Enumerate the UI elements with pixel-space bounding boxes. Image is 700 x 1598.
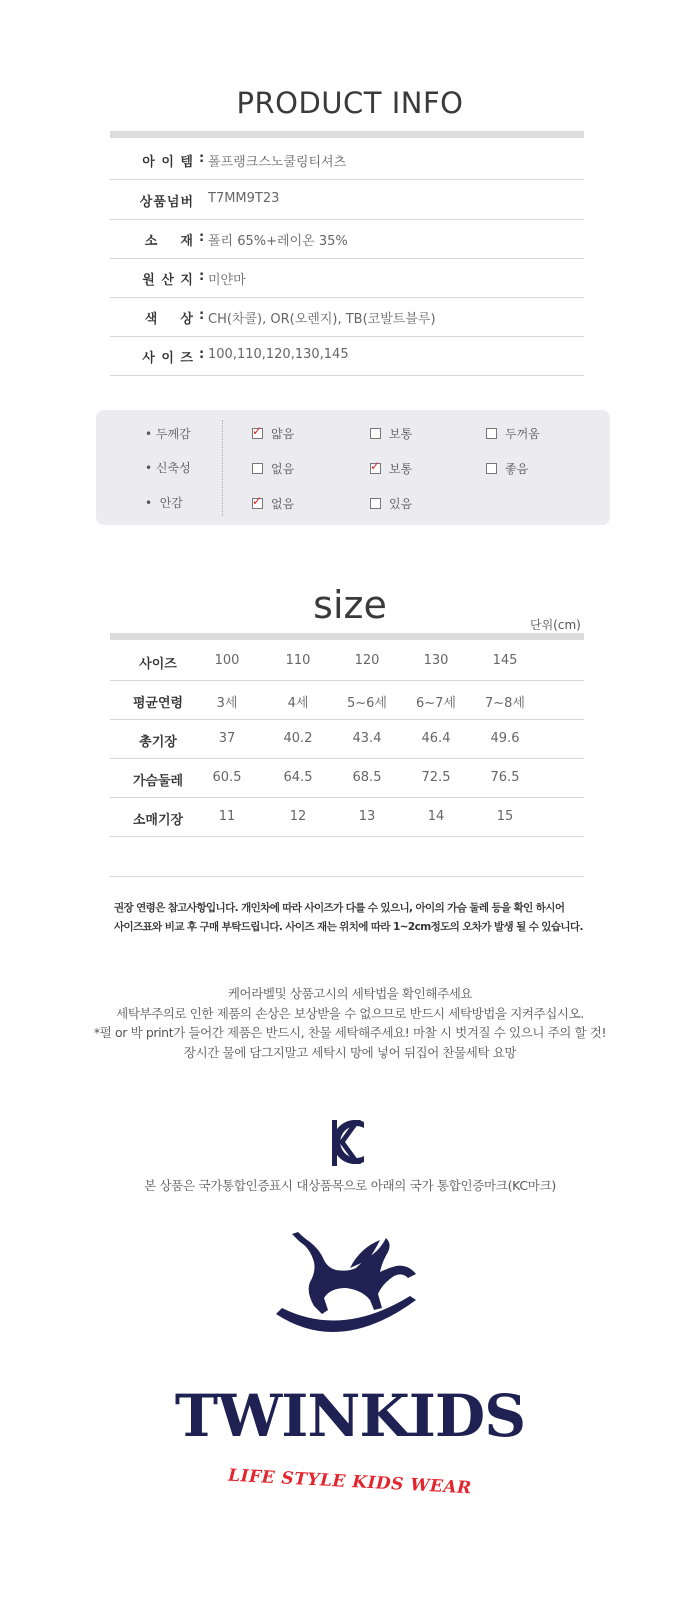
kc-certification-text: 본 상품은 국가통합인증표시 대상품목으로 아래의 국가 통합인증마크(KC마크) <box>144 1178 556 1193</box>
size-row <box>110 759 584 798</box>
info-value: 100,110,120,130,145 <box>208 347 349 362</box>
product-info-top-bar <box>110 131 584 138</box>
size-cell: 110 <box>285 653 311 668</box>
info-label: 상품넘버 <box>139 195 194 210</box>
size-cell: 14 <box>427 809 445 824</box>
info-row-item <box>110 140 584 180</box>
size-row-label: 평균연령 <box>132 696 184 711</box>
size-cell: 68.5 <box>352 770 382 785</box>
size-row <box>110 681 584 720</box>
size-bottom-line <box>110 876 584 877</box>
size-cell: 43.4 <box>352 731 382 746</box>
size-row-label: 총기장 <box>139 735 177 750</box>
feel-option: 좋음 <box>486 460 528 477</box>
size-note-line: 권장 연령은 참고사항입니다. 개인차에 따라 사이즈가 다를 수 있으니, 아이의 가슴 둘레 등을 확인 하시어 <box>114 902 565 914</box>
info-value: CH(차콜), OR(오렌지), TB(코발트블루) <box>208 312 436 327</box>
checkbox-checked-icon <box>252 428 263 439</box>
feel-label-lining: • 안감 <box>145 496 183 510</box>
size-cell: 4세 <box>287 696 309 711</box>
care-line: 장시간 물에 담그지말고 세탁시 망에 넣어 뒤집어 찬물세탁 요망 <box>183 1045 517 1060</box>
size-row <box>110 642 584 681</box>
size-cell: 130 <box>423 653 449 668</box>
feel-option: ✓ 없음 <box>252 495 294 512</box>
feel-option: 두꺼움 <box>486 425 540 442</box>
info-label: 색 상 <box>144 312 194 327</box>
size-cell: 72.5 <box>421 770 451 785</box>
size-unit: 단위(cm) <box>530 618 581 632</box>
size-note-line: 사이즈표와 비교 후 구매 부탁드립니다. 사이즈 재는 위치에 따라 1~2cm정도의 오차가 발생 될 수 있습니다. <box>114 921 583 933</box>
size-row-label: 사이즈 <box>139 657 177 672</box>
checkbox-empty-icon <box>486 463 497 474</box>
feel-option: ✓ 얇음 <box>252 425 294 442</box>
size-cell: 7~8세 <box>485 696 525 711</box>
feel-option: 있음 <box>370 495 412 512</box>
size-top-bar <box>110 633 584 640</box>
checkbox-empty-icon <box>252 463 263 474</box>
feel-divider <box>222 420 223 516</box>
size-cell: 12 <box>289 809 307 824</box>
size-cell: 15 <box>496 809 514 824</box>
info-label: 원 산 지 <box>142 273 194 288</box>
brand-slogan: LIFE STYLE KIDS WEAR <box>227 1465 473 1499</box>
feel-label-thickness: • 두께감 <box>145 427 191 441</box>
colon: : <box>199 151 205 166</box>
info-row-color <box>110 297 584 337</box>
kc-mark-icon <box>330 1118 366 1168</box>
info-value: T7MM9T23 <box>208 191 280 206</box>
feel-label-stretch: • 신축성 <box>145 461 191 475</box>
info-value: 폴프랭크스노쿨링티셔츠 <box>208 155 347 170</box>
info-row-material <box>110 219 584 259</box>
size-cell: 40.2 <box>283 731 313 746</box>
colon: : <box>199 230 205 245</box>
info-row-size <box>110 336 584 376</box>
size-cell: 11 <box>218 809 236 824</box>
info-label: 소 재 <box>144 234 194 249</box>
size-title: size <box>313 583 387 627</box>
size-cell: 13 <box>358 809 376 824</box>
info-label: 아 이 템 <box>142 155 194 170</box>
size-row <box>110 720 584 759</box>
size-cell: 60.5 <box>212 770 242 785</box>
checkbox-empty-icon <box>370 498 381 509</box>
size-cell: 76.5 <box>490 770 520 785</box>
checkbox-checked-icon <box>252 498 263 509</box>
size-cell: 145 <box>492 653 518 668</box>
brand-name: TWINKIDS <box>174 1382 526 1450</box>
feel-option: ✓ 보통 <box>370 460 412 477</box>
info-value: 미얀마 <box>208 273 246 288</box>
product-info-title: PRODUCT INFO <box>236 86 464 120</box>
size-cell: 6~7세 <box>416 696 456 711</box>
care-line: *펄 or 박 print가 들어간 제품은 반드시, 찬물 세탁해주세요! 마찰 시 벗겨질 수 있으니 주의 할 것! <box>93 1025 607 1040</box>
size-cell: 3세 <box>216 696 238 711</box>
care-line: 세탁부주의로 인한 제품의 손상은 보상받을 수 없으므로 반드시 세탁방법을 지켜주십시오. <box>116 1006 584 1021</box>
checkbox-empty-icon <box>370 428 381 439</box>
checkbox-checked-icon <box>370 463 381 474</box>
size-cell: 37 <box>218 731 236 746</box>
size-cell: 49.6 <box>490 731 520 746</box>
colon: : <box>199 269 205 284</box>
info-row-number <box>110 180 584 220</box>
colon: : <box>199 347 205 362</box>
info-label: 사 이 즈 <box>142 351 194 366</box>
size-row-label: 소매기장 <box>132 813 184 828</box>
size-cell: 5~6세 <box>347 696 387 711</box>
feel-option: 보통 <box>370 425 412 442</box>
checkbox-empty-icon <box>486 428 497 439</box>
feel-option: 없음 <box>252 460 294 477</box>
size-note <box>114 899 594 937</box>
colon: : <box>199 308 205 323</box>
size-cell: 46.4 <box>421 731 451 746</box>
size-cell: 64.5 <box>283 770 313 785</box>
care-line: 케어라벨및 상품고시의 세탁법을 확인해주세요 <box>227 986 473 1001</box>
info-row-origin <box>110 258 584 298</box>
rocking-horse-logo-icon <box>270 1228 420 1350</box>
size-cell: 120 <box>354 653 380 668</box>
size-cell: 100 <box>214 653 240 668</box>
size-row-label: 가슴둘레 <box>132 774 184 789</box>
size-row <box>110 798 584 837</box>
info-value: 폴리 65%+레이온 35% <box>208 234 348 249</box>
